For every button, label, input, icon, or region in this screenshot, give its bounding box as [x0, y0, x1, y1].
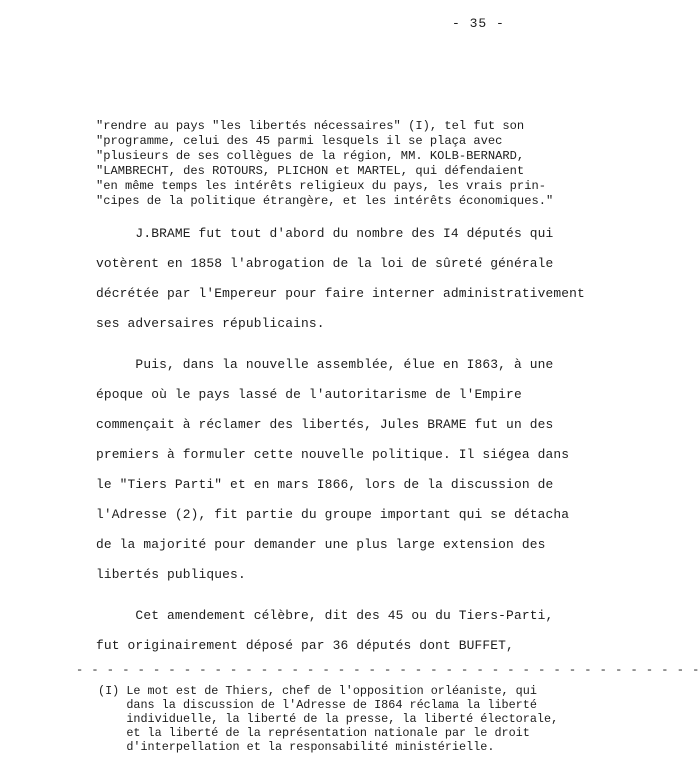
footnote-line: d'interpellation et la responsabilité ministérielle.	[98, 740, 495, 754]
body-line: fut originairement déposé par 36 députés dont BUFFET,	[96, 638, 514, 653]
body-line: votèrent en 1858 l'abrogation de la loi de sûreté générale	[96, 256, 554, 271]
footnote-line: et la liberté de la représentation nationale par le droit	[98, 726, 530, 740]
quote-line: "rendre au pays "les libertés nécessaires" (I), tel fut son	[96, 119, 525, 133]
quote-line: "plusieurs de ses collègues de la région, MM. KOLB-BERNARD,	[96, 149, 525, 163]
body-line: Puis, dans la nouvelle assemblée, élue en I863, à une	[96, 357, 554, 372]
body-line: décrétée par l'Empereur pour faire interner administrativement	[96, 286, 585, 301]
body-line: premiers à formuler cette nouvelle politique. Il siégea dans	[96, 447, 570, 462]
body-line: ses adversaires républicains.	[96, 316, 325, 331]
footnote-line: dans la discussion de l'Adresse de I864 réclama la liberté	[98, 698, 537, 712]
body-line: Cet amendement célèbre, dit des 45 ou du Tiers-Parti,	[96, 608, 554, 623]
footnote-line: individuelle, la liberté de la presse, la liberté électorale,	[98, 712, 559, 726]
quote-line: "LAMBRECHT, des ROTOURS, PLICHON et MARTEL, qui défendaient	[96, 164, 525, 178]
quote-line: "en même temps les intérêts religieux du pays, les vrais prin-	[96, 179, 546, 193]
body-line: époque où le pays lassé de l'autoritarisme de l'Empire	[96, 387, 522, 402]
footnote-separator: - - - - - - - - - - - - - - - - - - - - - - - - - - - - - - - - - - - - - - - - -	[76, 663, 700, 677]
quote-line: "cipes de la politique étrangère, et les intérêts économiques."	[96, 194, 554, 208]
page-number: - 35 -	[452, 16, 505, 31]
body-line: libertés publiques.	[96, 567, 246, 582]
footnote-line: (I) Le mot est de Thiers, chef de l'opposition orléaniste, qui	[98, 684, 537, 698]
quote-line: "programme, celui des 45 parmi lesquels il se plaça avec	[96, 134, 503, 148]
body-line: le "Tiers Parti" et en mars I866, lors de la discussion de	[96, 477, 554, 492]
body-line: commençait à réclamer des libertés, Jules BRAME fut un des	[96, 417, 554, 432]
body-line: J.BRAME fut tout d'abord du nombre des I4 députés qui	[96, 226, 554, 241]
body-line: de la majorité pour demander une plus large extension des	[96, 537, 546, 552]
body-line: l'Adresse (2), fit partie du groupe important qui se détacha	[96, 507, 570, 522]
